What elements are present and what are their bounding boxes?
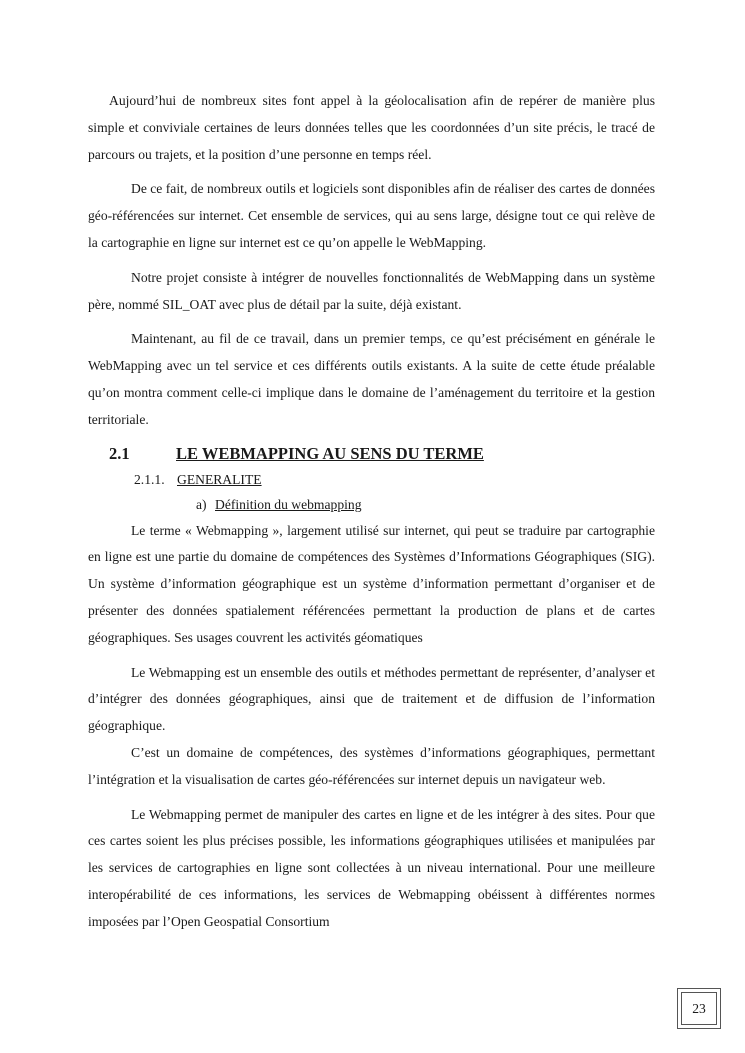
paragraph-intro-2: De ce fait, de nombreux outils et logiciels sont disponibles afin de réaliser des cartes de données géo-référencées sur internet. Cet ensemble de services, qui au sens large, désigne tout ce qui relève de la cartographie en ligne sur internet est ce qu’on appelle le WebMapping. <box>88 181 655 250</box>
section-heading <box>88 440 655 468</box>
subsubsection-heading <box>88 492 655 518</box>
paragraph-intro-1: Aujourd’hui de nombreux sites font appel à la géolocalisation afin de repérer de manière plus simple et conviviale certaines de leurs données telles que les coordonnées d’un site précis, le tracé de parcours ou trajets, et la position d’une personne en temps réel. <box>88 93 655 162</box>
page-number: 23 <box>681 992 717 1025</box>
paragraph-intro-4: Maintenant, au fil de ce travail, dans un premier temps, ce qu’est précisément en générale le WebMapping avec un tel service et ces différents outils existants. A la suite de cette étude préalable qu’on montra comment celle-ci implique dans le domaine de l’aménagement du territoire et la gestion territoriale. <box>88 331 655 427</box>
section-title: LE WEBMAPPING AU SENS DU TERME <box>176 443 484 463</box>
paragraph-definition-1: Le terme « Webmapping », largement utilisé sur internet, qui peut se traduire par cartographie en ligne est une partie du domaine de compétences des Systèmes d’Informations Géographiques (SIG). Un système d’information géographique est un système d’information permettant d’organiser et de présenter des données spatialement référencées permettant la production de plans et de cartes géographiques. Ses usages couvrent les activités géomatiques <box>88 522 655 645</box>
subsection-number: 2.1.1. <box>134 471 165 487</box>
subsection-title: GENERALITE <box>177 471 262 487</box>
paragraph-definition-2: Le Webmapping est un ensemble des outils et méthodes permettant de représenter, d’analyser et d’intégrer des données géographiques, ainsi que de traitement et de diffusion de l’information géographique. <box>88 664 655 734</box>
document-page <box>88 88 655 936</box>
paragraph-intro-3: Notre projet consiste à intégrer de nouvelles fonctionnalités de WebMapping dans un système père, nommé SIL_OAT avec plus de détail par la suite, déjà existant. <box>88 269 655 312</box>
subsection-heading <box>88 468 655 492</box>
paragraph-definition-4: Le Webmapping permet de manipuler des cartes en ligne et de les intégrer à des sites. Pour que ces cartes soient les plus précises possible, les informations géographiques utilisées et manipulées par les services de cartographies en ligne sont collectées à un niveau international. Pour une meilleure interopérabilité de ces informations, les services de Webmapping obéissent à différentes normes imposées par l’Open Geospatial Consortium <box>88 806 655 929</box>
subsubsection-title: Définition du webmapping <box>215 496 362 512</box>
page-number-box <box>677 988 721 1029</box>
section-number: 2.1 <box>109 443 130 463</box>
subsubsection-number: a) <box>196 496 207 512</box>
paragraph-definition-3: C’est un domaine de compétences, des systèmes d’informations géographiques, permettant l’intégration et la visualisation de cartes géo-référencées sur internet depuis un navigateur web. <box>88 744 655 787</box>
